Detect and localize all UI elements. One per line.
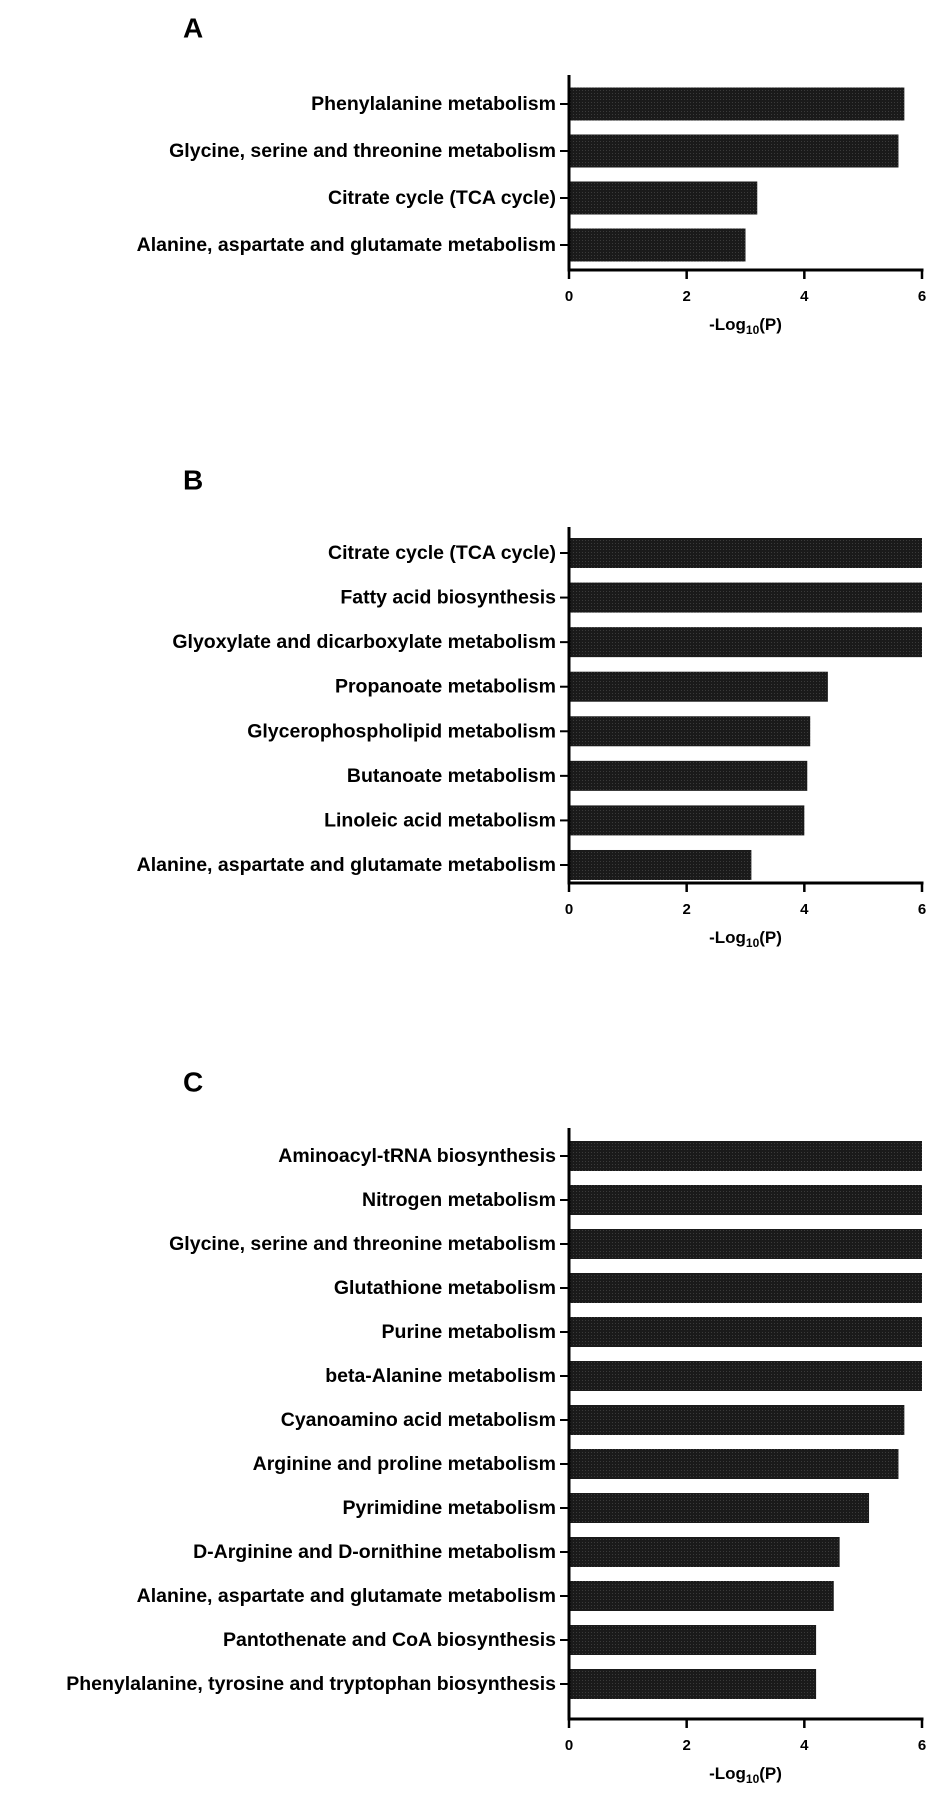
category-label: Glutathione metabolism [333, 1277, 556, 1299]
x-tick-label: 6 [917, 900, 927, 918]
bar [569, 850, 751, 880]
category-label: Pantothenate and CoA biosynthesis [223, 1629, 556, 1651]
category-label: Phenylalanine metabolism [311, 93, 556, 115]
x-tick-label: 2 [682, 1736, 691, 1754]
panel-a [137, 12, 927, 337]
bar [569, 1493, 869, 1523]
x-axis-label: -Log$_{10}$(P) [709, 315, 782, 338]
x-tick-label: 6 [917, 287, 927, 305]
bar [569, 761, 807, 791]
category-label: Alanine, aspartate and glutamate metabolism [136, 853, 556, 876]
bar [569, 716, 810, 746]
bar [569, 805, 804, 835]
category-label: Purine metabolism [381, 1321, 556, 1343]
category-label: Glycerophospholipid metabolism [247, 720, 556, 743]
panel-label: C [183, 1066, 204, 1098]
category-label: Alanine, aspartate and glutamate metabolism [136, 234, 556, 256]
category-label: Glycine, serine and threonine metabolism [169, 140, 556, 162]
bar [569, 1185, 922, 1215]
bar [569, 627, 922, 657]
bar [569, 538, 922, 568]
x-tick-label: 2 [682, 287, 691, 305]
x-tick-label: 4 [800, 287, 809, 305]
bar [569, 583, 922, 613]
x-axis-label: -Log$_{10}$(P) [709, 1764, 782, 1787]
bar [569, 1581, 834, 1611]
bar [569, 229, 746, 262]
bar [569, 1537, 840, 1567]
bar [569, 1405, 904, 1435]
panel-label: A [183, 12, 204, 44]
category-label: Linoleic acid metabolism [324, 809, 556, 832]
panel-c [66, 1066, 926, 1786]
x-axis-label: -Log$_{10}$(P) [709, 928, 782, 951]
category-label: beta-Alanine metabolism [325, 1365, 556, 1387]
bar [569, 182, 757, 215]
bar [569, 88, 904, 121]
bar [569, 1141, 922, 1171]
x-tick-label: 2 [682, 900, 691, 918]
panel-b [137, 464, 927, 950]
bar [569, 1361, 922, 1391]
x-tick-label: 0 [564, 900, 574, 918]
x-tick-label: 4 [800, 1736, 809, 1754]
category-label: Aminoacyl-tRNA biosynthesis [278, 1145, 556, 1167]
bar [569, 1273, 922, 1303]
category-label: Glycine, serine and threonine metabolism [169, 1233, 556, 1255]
category-label: Nitrogen metabolism [362, 1189, 556, 1211]
category-label: Cyanoamino acid metabolism [280, 1409, 556, 1431]
category-label: Fatty acid biosynthesis [340, 586, 556, 609]
category-label: Butanoate metabolism [346, 764, 556, 787]
bar [569, 1669, 816, 1699]
category-label: Arginine and proline metabolism [252, 1453, 556, 1475]
x-tick-label: 6 [917, 1736, 927, 1754]
category-label: Alanine, aspartate and glutamate metabolism [136, 1585, 556, 1607]
category-label: Pyrimidine metabolism [342, 1497, 556, 1519]
bar [569, 1449, 898, 1479]
x-tick-label: 4 [800, 900, 809, 918]
bar [569, 1229, 922, 1259]
panel-label: B [183, 464, 204, 496]
category-label: Propanoate metabolism [334, 675, 556, 698]
category-label: Glyoxylate and dicarboxylate metabolism [172, 631, 556, 654]
category-label: D-Arginine and D-ornithine metabolism [193, 1541, 556, 1563]
bar [569, 1317, 922, 1347]
category-label: Citrate cycle (TCA cycle) [328, 542, 556, 564]
category-label: Phenylalanine, tyrosine and tryptophan biosynthesis [66, 1673, 556, 1695]
bar [569, 135, 898, 168]
x-tick-label: 0 [564, 1736, 574, 1754]
bar [569, 1625, 816, 1655]
x-tick-label: 0 [564, 287, 574, 305]
bar [569, 672, 828, 702]
category-label: Citrate cycle (TCA cycle) [328, 187, 556, 209]
